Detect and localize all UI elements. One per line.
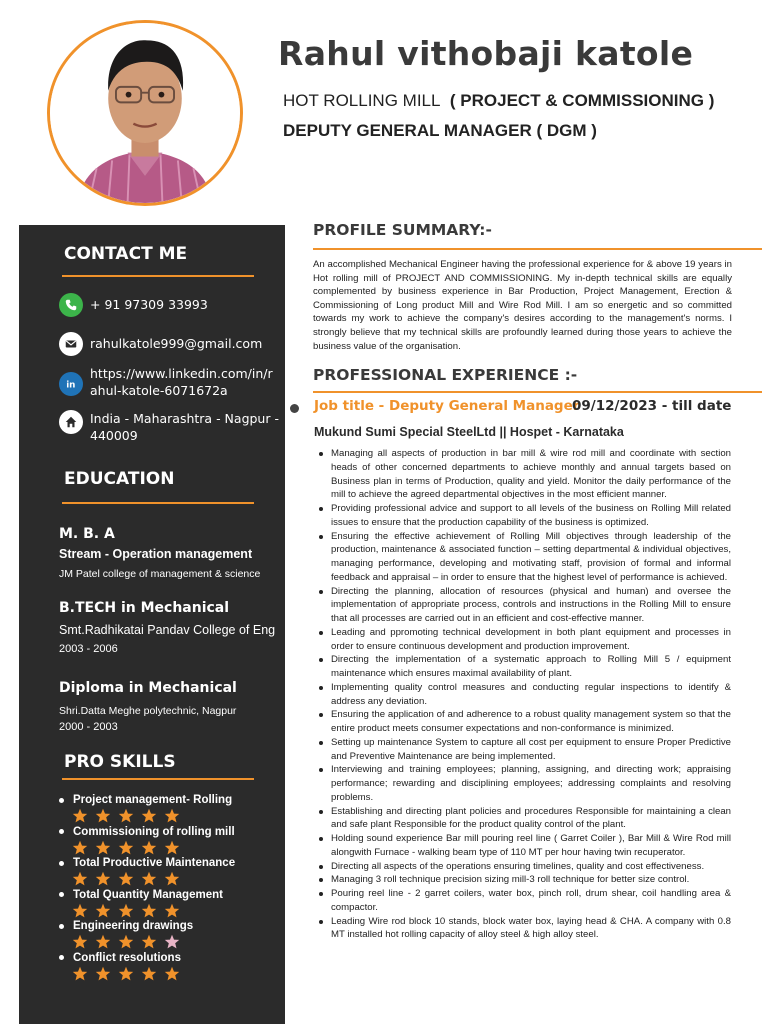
profile-rule bbox=[313, 248, 762, 250]
duty-item: Directing the planning, allocation of resources (physical and human) and oversee the implementation of appropriate process, controls and instructions in the Rolling Mill to ensure that all processes are carried out in an efficient and cost-effective manner. bbox=[331, 585, 731, 624]
job-title: Job title - Deputy General Manager bbox=[314, 398, 580, 414]
experience-rule bbox=[313, 391, 762, 393]
skills-rule bbox=[62, 778, 254, 780]
star-icon bbox=[164, 840, 180, 855]
star-icon bbox=[141, 934, 157, 949]
email-icon bbox=[59, 332, 83, 356]
duty-item: Setting up maintenance System to capture all cost per equipment to ensure Proper Predictive and Preventive Maintenance are being implemented. bbox=[331, 736, 731, 762]
duty-item: Ensuring the application of and adherence to a robust quality management system so that the entire product meets consumer expectations and non-conformance is minimized. bbox=[331, 709, 731, 734]
experience-heading: PROFESSIONAL EXPERIENCE :- bbox=[313, 366, 578, 384]
duties-list bbox=[331, 447, 731, 942]
phone-number: + 91 97309 33993 bbox=[90, 297, 208, 312]
star-icon bbox=[141, 808, 157, 823]
bullet-icon bbox=[59, 924, 64, 929]
star-icon bbox=[118, 903, 134, 918]
duty-item: Pouring reel line - 2 garret coilers, water box, pinch roll, drum shear, coil handling area & compactor. bbox=[331, 888, 731, 913]
star-icon bbox=[141, 871, 157, 886]
contact-phone[interactable] bbox=[59, 293, 279, 317]
skill-label: Conflict resolutions bbox=[73, 951, 181, 964]
skill-name bbox=[59, 918, 274, 934]
skill-name bbox=[59, 824, 274, 840]
profile-photo-image bbox=[50, 23, 240, 203]
skill-rating bbox=[59, 840, 274, 856]
skill-item bbox=[59, 792, 274, 824]
star-icon bbox=[118, 934, 134, 949]
skill-item bbox=[59, 855, 274, 887]
sidebar bbox=[19, 225, 285, 1024]
profile-photo bbox=[47, 20, 243, 206]
star-icon bbox=[72, 966, 88, 981]
skill-label: Engineering drawings bbox=[73, 920, 194, 932]
star-icon bbox=[141, 966, 157, 981]
profile-summary: An accomplished Mechanical Engineer having the professional experience for & above 19 years in Hot rolling mill of PROJECT AND COMMISSIONING. My in-depth technical skills are equally complemented by business experience in Bar Production, Project Management, Erection & Commissioning of Long product Mill and Wire Rod Mill. I am so energetic and so committed towards my work to achieve the company's desires according to the management's norms. I strongly believe that my technical skills are profoundly learned during those years to achieve the business value of the organisation. bbox=[313, 259, 732, 352]
skill-label: Commissioning of rolling mill bbox=[73, 825, 235, 838]
star-icon bbox=[164, 934, 180, 949]
star-icon bbox=[95, 934, 111, 949]
bullet-icon bbox=[59, 861, 64, 866]
edu-btech-title: B.TECH in Mechanical bbox=[59, 600, 230, 616]
skill-label: Project management- Rolling bbox=[73, 794, 233, 806]
edu-btech-years: 2003 - 2006 bbox=[59, 643, 118, 655]
linkedin-url: https://www.linkedin.com/in/rahul-katole-6071672a bbox=[90, 366, 273, 398]
star-icon bbox=[72, 903, 88, 918]
contact-rule bbox=[62, 275, 254, 277]
role-focus: ( PROJECT & COMMISSIONING ) bbox=[449, 91, 715, 110]
bullet-icon bbox=[59, 798, 64, 803]
edu-mba-college: JM Patel college of management & science bbox=[59, 568, 261, 580]
bullet-icon bbox=[59, 955, 64, 960]
bullet-icon bbox=[59, 892, 64, 897]
edu-mba-title: M. B. A bbox=[59, 526, 115, 542]
skills-heading: PRO SKILLS bbox=[64, 752, 176, 772]
contact-linkedin[interactable] bbox=[59, 365, 279, 399]
candidate-name: Rahul vithobaji katole bbox=[278, 34, 694, 73]
star-icon bbox=[72, 871, 88, 886]
star-icon bbox=[141, 903, 157, 918]
duty-item: Leading and ppromoting technical development in both plant equipment and processes in order to ensure continuous development and production improvement. bbox=[331, 626, 731, 652]
duty-item: Managing all aspects of production in bar mill & wire rod mill and coordinate with section heads of other concerned departments to achieve monthly and annual targets based on Business plan in terms of Production, quality and yield. Monitor the daily performance of the mill to achieve the agreed departmental objectives in the most efficient manner. bbox=[331, 448, 731, 501]
education-heading: EDUCATION bbox=[64, 469, 175, 489]
linkedin-icon bbox=[59, 372, 83, 396]
education-rule bbox=[62, 502, 254, 504]
star-icon bbox=[118, 840, 134, 855]
skill-rating bbox=[59, 934, 274, 950]
star-icon bbox=[164, 903, 180, 918]
star-icon bbox=[95, 840, 111, 855]
star-icon bbox=[118, 966, 134, 981]
company-name: Mukund Sumi Special SteelLtd || Hospet - Karnataka bbox=[314, 425, 624, 439]
skill-item bbox=[59, 950, 274, 982]
profile-heading: PROFILE SUMMARY:- bbox=[313, 221, 492, 239]
edu-diploma-title: Diploma in Mechanical bbox=[59, 680, 237, 696]
duty-item: Implementing quality control measures and conducting regular inspections to identify & address any deviation. bbox=[331, 681, 731, 707]
star-icon bbox=[118, 808, 134, 823]
skill-rating bbox=[59, 903, 274, 919]
job-date: 09/12/2023 - till date bbox=[572, 398, 732, 414]
star-icon bbox=[95, 903, 111, 918]
contact-address bbox=[59, 410, 279, 444]
skill-name bbox=[59, 855, 274, 871]
skill-rating bbox=[59, 808, 274, 824]
home-icon bbox=[59, 410, 83, 434]
duty-item: Holding sound experience Bar mill pouring reel line ( Garret Coiler ), Bar Mill & Wire Rod mill alongwith Furnace - walking beam type of 110 MT per hour having twin recuperator. bbox=[331, 833, 731, 858]
duty-item: Leading Wire rod block 10 stands, block water box, laying head & CHA. A company with 0.8 MT installed hot rolling capacity of alloy steel & high alloy steel. bbox=[331, 915, 731, 941]
contact-email[interactable] bbox=[59, 332, 279, 356]
star-icon bbox=[72, 934, 88, 949]
skill-item bbox=[59, 824, 274, 856]
star-icon bbox=[95, 966, 111, 981]
phone-icon bbox=[59, 293, 83, 317]
duty-item: Establishing and directing plant policies and procedures Responsible for maintaining a clean and safe plant Responsible for the product quality control of the plant. bbox=[331, 805, 731, 831]
edu-diploma-years: 2000 - 2003 bbox=[59, 721, 118, 733]
duty-item: Directing all aspects of the operations ensuring timelines, quality and cost effectiveness. bbox=[331, 860, 731, 874]
skill-rating bbox=[59, 871, 274, 887]
star-icon bbox=[95, 808, 111, 823]
skills-list bbox=[59, 792, 274, 981]
skill-label: Total Productive Maintenance bbox=[73, 857, 236, 869]
duty-item: Directing the implementation of a systematic approach to Rolling Mill 5 / equipment maintenance which ensures maximal availability of plant. bbox=[331, 654, 731, 679]
star-icon bbox=[164, 966, 180, 981]
star-icon bbox=[72, 808, 88, 823]
skill-name bbox=[59, 950, 274, 966]
skill-label: Total Quantity Management bbox=[73, 888, 223, 901]
star-icon bbox=[118, 871, 134, 886]
skill-item bbox=[59, 887, 274, 919]
address-text: India - Maharashtra - Nagpur - 440009 bbox=[90, 411, 279, 443]
edu-diploma-college: Shri.Datta Meghe polytechnic, Nagpur bbox=[59, 705, 237, 717]
skill-name bbox=[59, 887, 274, 903]
edu-btech-college: Smt.Radhikatai Pandav College of Eng bbox=[59, 623, 276, 637]
duty-item: Interviewing and training employees; planning, assigning, and directing work; appraising performance; rewarding and disciplining employees; addressing complaints and resolving problems. bbox=[331, 764, 731, 803]
edu-mba-stream: Stream - Operation management bbox=[59, 547, 253, 561]
skill-item bbox=[59, 918, 274, 950]
header-role-line bbox=[283, 91, 714, 111]
skill-name bbox=[59, 792, 274, 808]
timeline-dot bbox=[290, 404, 299, 413]
star-icon bbox=[164, 871, 180, 886]
contact-heading: CONTACT ME bbox=[64, 244, 188, 264]
bullet-icon bbox=[59, 829, 64, 834]
skill-rating bbox=[59, 966, 274, 982]
svg-text:in: in bbox=[66, 380, 76, 391]
duty-item: Managing 3 roll technique precision sizing mill-3 roll technique for better size control. bbox=[331, 873, 731, 887]
star-icon bbox=[164, 808, 180, 823]
star-icon bbox=[72, 840, 88, 855]
star-icon bbox=[141, 840, 157, 855]
duty-item: Providing professional advice and support to all levels of the business on Rolling Mill related issues to ensure that the production capability of the business is optimized. bbox=[331, 503, 731, 528]
role-prefix: HOT ROLLING MILL bbox=[283, 91, 441, 110]
email-address: rahulkatole999@gmail.com bbox=[90, 336, 263, 351]
star-icon bbox=[95, 871, 111, 886]
header-position-line: DEPUTY GENERAL MANAGER ( DGM ) bbox=[283, 121, 597, 140]
duty-item: Ensuring the effective achievement of Rolling Mill objectives through leadership of the production, maintenance & associated function – setting departmental & individual objectives, managing performance, developing and motivating staff, provision of formal and informal feedback and appraisal – in order to ensure that the highest level of performance is achieved. bbox=[331, 530, 731, 583]
